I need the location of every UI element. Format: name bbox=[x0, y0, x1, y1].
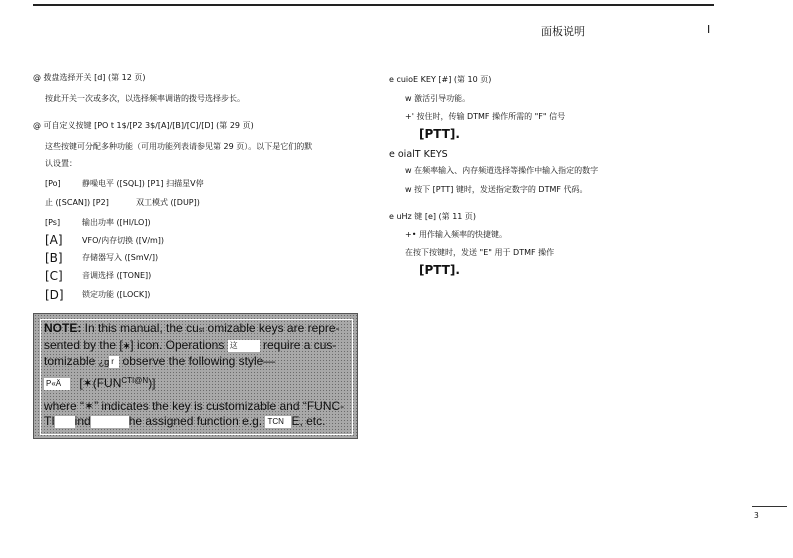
key-function: 静噪电平 ([SQL]) [P1] 扫描星V停 bbox=[82, 179, 204, 188]
key-label: [A] bbox=[45, 233, 63, 247]
page-header-title: 面板说明 bbox=[541, 25, 585, 38]
key-label: [Po] bbox=[45, 179, 61, 188]
redacted-box bbox=[55, 416, 75, 428]
key-function: 输出功率 ([HI/LO]) bbox=[82, 218, 151, 227]
key-function: 双工模式 ([DUP]) bbox=[136, 198, 200, 207]
dial-select-heading: @ 拨盘选择开关 [d] (第 12 页) bbox=[33, 73, 146, 82]
function-key-heading: e cuioE KEY [#] (第 10 页) bbox=[389, 75, 492, 84]
redacted-box: P«Ä bbox=[44, 378, 70, 390]
mhz-key-heading: e uHz 键 [e] (第 11 页) bbox=[389, 212, 477, 221]
key-function: 音调选择 ([TONE]) bbox=[82, 271, 152, 280]
digit-keys-heading: e oialT KEYS bbox=[389, 149, 448, 160]
key-label: [C] bbox=[45, 269, 63, 283]
page-header-mark: I bbox=[707, 23, 711, 36]
programmable-keys-desc-2: 认设置： bbox=[45, 159, 77, 168]
function-key-line-2: +' 按住时，传输 DTMF 操作所需的 "F" 信号 bbox=[405, 112, 566, 121]
note-label: NOTE: bbox=[44, 321, 82, 335]
digit-keys-line-1: w 在频率输入、内存频道选择等操作中输入指定的数字 bbox=[405, 166, 599, 175]
programmable-keys-heading: @ 可自定义按键 [PO t 1$/[P2 3$/[A]/[B]/[C]/[D] (第 29 页) bbox=[33, 121, 254, 130]
digit-keys-line-2: w 按下 [PTT] 键时，发送指定数字的 DTMF 代码。 bbox=[405, 185, 588, 194]
ptt-label: [PTT]. bbox=[419, 263, 460, 277]
note-line-2: sented by the [✶] icon. Operations 这 require a cus- bbox=[44, 338, 337, 352]
note-box bbox=[33, 313, 358, 439]
key-function: 存储器写入 ([SmV/]) bbox=[82, 253, 159, 262]
key-function: 锁定功能 ([LOCK]) bbox=[82, 290, 151, 299]
key-label: [B] bbox=[45, 251, 63, 265]
dial-select-desc: 按此开关一次或多次，以选择频率调谐的拨号选择步长。 bbox=[45, 94, 245, 103]
redacted-box: r bbox=[109, 356, 119, 368]
key-label: 止 ([SCAN]) [P2] bbox=[45, 198, 109, 207]
mhz-key-line-1: +• 用作输入频率的快捷键。 bbox=[405, 230, 507, 239]
note-line-4: P«Ä $[✶(FUN^{CTI@N})]$ bbox=[46, 376, 156, 390]
key-label: [Ps] bbox=[45, 218, 61, 227]
redacted-box bbox=[91, 416, 129, 428]
key-label: [D] bbox=[45, 288, 64, 302]
programmable-keys-desc-1: 这些按键可分配多种功能（可用功能列表请参见第 29 页）。以下是它们的默 bbox=[45, 142, 313, 151]
note-line-1: NOTE: In this manual, the cust omizable keys are repre- bbox=[44, 321, 340, 335]
redacted-box: TCN bbox=[265, 416, 291, 428]
page-number: 3 bbox=[754, 511, 759, 520]
key-function: VFO/内存切换 ([V/m]) bbox=[82, 236, 165, 245]
customizable-key-icon: ✶ bbox=[122, 341, 131, 351]
ptt-label: [PTT]. bbox=[419, 127, 460, 141]
note-line-3: tomizable ¿g r observe the following style— bbox=[44, 354, 276, 368]
mhz-key-line-2: 在按下按键时，发送 "E" 用于 DTMF 操作 bbox=[405, 248, 555, 257]
redacted-box: 这 bbox=[228, 340, 260, 352]
note-line-5: where “✶” indicates the key is customizable and “FUNC- bbox=[44, 399, 345, 413]
top-rule bbox=[33, 4, 714, 6]
note-line-6: TI ind he assigned function e.g. TCN E, etc. bbox=[44, 414, 326, 428]
function-key-line-1: w 激活引导功能。 bbox=[405, 94, 471, 103]
footer-rule bbox=[752, 506, 787, 507]
